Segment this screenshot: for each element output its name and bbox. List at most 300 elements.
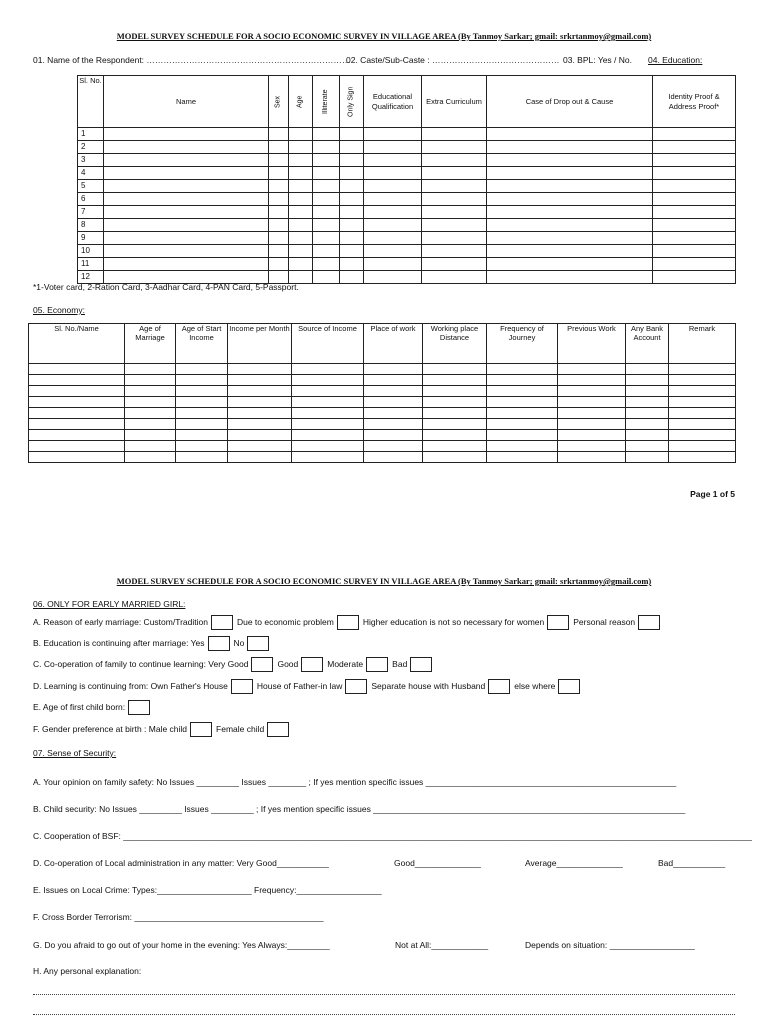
- question-family-safety[interactable]: A. Your opinion on family safety: No Issues _________ Issues ________ ; If yes mention specific issues _____________________________________________________: [33, 777, 677, 787]
- economy-cell[interactable]: [176, 452, 228, 463]
- economy-cell[interactable]: [292, 419, 364, 430]
- education-cell[interactable]: [653, 141, 736, 154]
- label: No: [233, 637, 245, 648]
- education-cell[interactable]: [653, 245, 736, 258]
- col-remark: Remark: [669, 324, 736, 364]
- education-cell[interactable]: [653, 167, 736, 180]
- checkbox-father-in-law[interactable]: [345, 679, 367, 694]
- economy-cell[interactable]: [423, 430, 487, 441]
- education-cell[interactable]: [340, 128, 364, 141]
- economy-cell[interactable]: [176, 419, 228, 430]
- economy-cell[interactable]: [669, 441, 736, 452]
- col-extra-curriculum: Extra Curriculum: [422, 76, 487, 128]
- row-number: 12: [78, 271, 104, 284]
- economy-cell[interactable]: [669, 386, 736, 397]
- education-cell[interactable]: [422, 167, 487, 180]
- education-cell[interactable]: [487, 180, 653, 193]
- economy-cell[interactable]: [669, 452, 736, 463]
- col-sl-name: Sl. No./Name: [29, 324, 125, 364]
- economy-cell[interactable]: [626, 452, 669, 463]
- economy-cell[interactable]: [29, 441, 125, 452]
- education-cell[interactable]: [487, 258, 653, 271]
- economy-cell[interactable]: [228, 397, 292, 408]
- education-cell[interactable]: [269, 141, 289, 154]
- question-local-crime[interactable]: E. Issues on Local Crime: Types:____________________ Frequency:__________________: [33, 885, 382, 895]
- economy-cell[interactable]: [292, 441, 364, 452]
- education-cell[interactable]: [653, 193, 736, 206]
- education-cell[interactable]: [269, 219, 289, 232]
- row-number: 6: [78, 193, 104, 206]
- education-row: [78, 258, 736, 271]
- education-cell[interactable]: [289, 206, 313, 219]
- education-cell[interactable]: [104, 128, 269, 141]
- economy-cell[interactable]: [669, 375, 736, 386]
- education-row: [78, 180, 736, 193]
- education-cell[interactable]: [422, 154, 487, 167]
- education-cell[interactable]: [340, 219, 364, 232]
- economy-cell[interactable]: [125, 408, 176, 419]
- col-dropout-cause: Case of Drop out & Cause: [487, 76, 653, 128]
- page1-title: MODEL SURVEY SCHEDULE FOR A SOCIO ECONOMIC SURVEY IN VILLAGE AREA (By Tanmoy Sarkar; gmail: srkrtanmoy@gmail.com): [116, 31, 652, 41]
- admin-average[interactable]: Average______________: [525, 858, 623, 868]
- economy-cell[interactable]: [125, 452, 176, 463]
- education-cell[interactable]: [340, 232, 364, 245]
- economy-cell[interactable]: [364, 386, 423, 397]
- economy-heading: 05. Economy:: [33, 305, 85, 315]
- education-cell[interactable]: [364, 232, 422, 245]
- row-number: 7: [78, 206, 104, 219]
- row-number: 2: [78, 141, 104, 154]
- economy-cell[interactable]: [228, 386, 292, 397]
- education-cell[interactable]: [364, 180, 422, 193]
- economy-cell[interactable]: [176, 430, 228, 441]
- education-cell[interactable]: [104, 167, 269, 180]
- admin-bad[interactable]: Bad___________: [658, 858, 726, 868]
- economy-cell[interactable]: [558, 397, 626, 408]
- economy-cell[interactable]: [364, 441, 423, 452]
- economy-cell[interactable]: [487, 386, 558, 397]
- economy-cell[interactable]: [487, 364, 558, 375]
- economy-cell[interactable]: [29, 364, 125, 375]
- education-cell[interactable]: [487, 232, 653, 245]
- checkbox-higher-edu[interactable]: [547, 615, 569, 630]
- economy-cell[interactable]: [125, 386, 176, 397]
- education-cell[interactable]: [340, 271, 364, 284]
- economy-cell[interactable]: [364, 408, 423, 419]
- education-cell[interactable]: [422, 219, 487, 232]
- page2-title: MODEL SURVEY SCHEDULE FOR A SOCIO ECONOMIC SURVEY IN VILLAGE AREA (By Tanmoy Sarkar; gmail: srkrtanmoy@gmail.com): [116, 576, 652, 586]
- education-cell[interactable]: [364, 141, 422, 154]
- education-row: [78, 167, 736, 180]
- education-cell[interactable]: [289, 245, 313, 258]
- economy-cell[interactable]: [423, 397, 487, 408]
- economy-cell[interactable]: [558, 364, 626, 375]
- economy-cell[interactable]: [669, 408, 736, 419]
- education-cell[interactable]: [104, 193, 269, 206]
- education-row: [78, 141, 736, 154]
- economy-cell[interactable]: [125, 364, 176, 375]
- education-cell[interactable]: [653, 258, 736, 271]
- economy-cell[interactable]: [626, 364, 669, 375]
- economy-cell[interactable]: [125, 430, 176, 441]
- economy-cell[interactable]: [125, 441, 176, 452]
- economy-row: [29, 364, 736, 375]
- education-cell[interactable]: [340, 180, 364, 193]
- education-cell[interactable]: [104, 180, 269, 193]
- education-cell[interactable]: [289, 154, 313, 167]
- economy-row: [29, 386, 736, 397]
- economy-cell[interactable]: [626, 397, 669, 408]
- economy-cell[interactable]: [669, 397, 736, 408]
- economy-cell[interactable]: [487, 397, 558, 408]
- checkbox-own-father[interactable]: [231, 679, 253, 694]
- economy-cell[interactable]: [228, 419, 292, 430]
- col-bank-account: Any Bank Account: [626, 324, 669, 364]
- economy-cell[interactable]: [558, 386, 626, 397]
- label: Moderate: [327, 658, 364, 669]
- row-number: 1: [78, 128, 104, 141]
- row-number: 5: [78, 180, 104, 193]
- education-cell[interactable]: [313, 180, 340, 193]
- section-07-heading: 07. Sense of Security:: [33, 748, 117, 758]
- economy-cell[interactable]: [292, 452, 364, 463]
- education-cell[interactable]: [364, 167, 422, 180]
- education-cell[interactable]: [422, 206, 487, 219]
- question-local-admin[interactable]: [33, 858, 329, 868]
- education-cell[interactable]: [487, 154, 653, 167]
- education-cell[interactable]: [289, 193, 313, 206]
- economy-cell[interactable]: [364, 364, 423, 375]
- economy-cell[interactable]: [423, 386, 487, 397]
- economy-cell[interactable]: [228, 364, 292, 375]
- education-cell[interactable]: [340, 141, 364, 154]
- question-cross-border[interactable]: F. Cross Border Terrorism: ________________________________________: [33, 912, 324, 922]
- fear-not-at-all[interactable]: Not at All:____________: [395, 940, 489, 950]
- education-cell[interactable]: [487, 193, 653, 206]
- checkbox-no[interactable]: [247, 636, 269, 651]
- education-cell[interactable]: [653, 180, 736, 193]
- education-cell[interactable]: [364, 128, 422, 141]
- economy-cell[interactable]: [292, 430, 364, 441]
- education-cell[interactable]: [487, 271, 653, 284]
- label: C. Co-operation of family to continue learning: Very Good: [33, 658, 249, 669]
- col-age-marriage: Age of Marriage: [125, 324, 176, 364]
- economy-cell[interactable]: [292, 397, 364, 408]
- economy-cell[interactable]: [558, 441, 626, 452]
- page-number: Page 1 of 5: [690, 489, 735, 499]
- education-cell[interactable]: [653, 271, 736, 284]
- economy-cell[interactable]: [228, 430, 292, 441]
- education-cell[interactable]: [364, 258, 422, 271]
- label: Good: [277, 658, 299, 669]
- checkbox-elsewhere[interactable]: [558, 679, 580, 694]
- education-cell[interactable]: [364, 193, 422, 206]
- col-working-distance: Working place Distance: [423, 324, 487, 364]
- col-frequency-journey: Frequency of Journey: [487, 324, 558, 364]
- education-cell[interactable]: [104, 258, 269, 271]
- input-first-child-age[interactable]: [128, 700, 150, 715]
- economy-cell[interactable]: [176, 397, 228, 408]
- admin-good[interactable]: Good______________: [394, 858, 481, 868]
- education-cell[interactable]: [289, 167, 313, 180]
- education-row: [78, 245, 736, 258]
- education-cell[interactable]: [340, 206, 364, 219]
- col-source-income: Source of Income: [292, 324, 364, 364]
- checkbox-bad[interactable]: [410, 657, 432, 672]
- education-cell[interactable]: [340, 167, 364, 180]
- education-cell[interactable]: [653, 154, 736, 167]
- question-d-learning: [33, 679, 584, 694]
- col-age: Age: [289, 76, 313, 128]
- economy-cell[interactable]: [29, 375, 125, 386]
- checkbox-economic[interactable]: [337, 615, 359, 630]
- question-bsf-cooperation[interactable]: C. Cooperation of BSF: _____________________________________________________________________________________________________________________________________: [33, 831, 752, 841]
- education-cell[interactable]: [653, 232, 736, 245]
- education-cell[interactable]: [289, 219, 313, 232]
- education-cell[interactable]: [269, 154, 289, 167]
- education-cell[interactable]: [313, 245, 340, 258]
- education-cell[interactable]: [364, 219, 422, 232]
- economy-cell[interactable]: [558, 419, 626, 430]
- col-name: Name: [104, 76, 269, 128]
- education-cell[interactable]: [364, 154, 422, 167]
- education-cell[interactable]: [364, 271, 422, 284]
- education-cell[interactable]: [422, 180, 487, 193]
- economy-cell[interactable]: [29, 386, 125, 397]
- question-c-cooperation: [33, 657, 436, 672]
- education-cell[interactable]: [313, 219, 340, 232]
- economy-cell[interactable]: [423, 419, 487, 430]
- education-cell[interactable]: [269, 180, 289, 193]
- row-number: 4: [78, 167, 104, 180]
- economy-cell[interactable]: [669, 364, 736, 375]
- education-cell[interactable]: [313, 167, 340, 180]
- education-cell[interactable]: [313, 193, 340, 206]
- checkbox-personal[interactable]: [638, 615, 660, 630]
- section-06-heading: 06. ONLY FOR EARLY MARRIED GIRL:: [33, 599, 186, 609]
- economy-cell[interactable]: [558, 430, 626, 441]
- education-cell[interactable]: [422, 258, 487, 271]
- education-cell[interactable]: [269, 258, 289, 271]
- education-cell[interactable]: [104, 154, 269, 167]
- economy-cell[interactable]: [558, 375, 626, 386]
- economy-row: [29, 441, 736, 452]
- education-cell[interactable]: [340, 154, 364, 167]
- education-cell[interactable]: [487, 167, 653, 180]
- economy-cell[interactable]: [292, 364, 364, 375]
- economy-cell[interactable]: [364, 430, 423, 441]
- economy-cell[interactable]: [364, 452, 423, 463]
- economy-cell[interactable]: [125, 419, 176, 430]
- economy-cell[interactable]: [364, 419, 423, 430]
- economy-cell[interactable]: [176, 364, 228, 375]
- economy-cell[interactable]: [558, 452, 626, 463]
- checkbox-yes[interactable]: [208, 636, 230, 651]
- economy-cell[interactable]: [626, 430, 669, 441]
- economy-cell[interactable]: [125, 397, 176, 408]
- economy-cell[interactable]: [487, 375, 558, 386]
- economy-cell[interactable]: [669, 430, 736, 441]
- economy-cell[interactable]: [125, 375, 176, 386]
- education-cell[interactable]: [422, 193, 487, 206]
- economy-cell[interactable]: [29, 419, 125, 430]
- education-cell[interactable]: [269, 206, 289, 219]
- economy-cell[interactable]: [29, 408, 125, 419]
- education-cell[interactable]: [104, 232, 269, 245]
- education-cell[interactable]: [104, 219, 269, 232]
- row-number: 11: [78, 258, 104, 271]
- education-cell[interactable]: [269, 232, 289, 245]
- economy-cell[interactable]: [423, 452, 487, 463]
- checkbox-very-good[interactable]: [251, 657, 273, 672]
- education-cell[interactable]: [313, 232, 340, 245]
- education-cell[interactable]: [313, 141, 340, 154]
- economy-cell[interactable]: [669, 419, 736, 430]
- education-cell[interactable]: [269, 193, 289, 206]
- label: Separate house with Husband: [371, 680, 486, 691]
- education-cell[interactable]: [289, 128, 313, 141]
- education-cell[interactable]: [269, 167, 289, 180]
- question-e-first-child: [33, 700, 154, 715]
- education-cell[interactable]: [313, 128, 340, 141]
- education-cell[interactable]: [422, 128, 487, 141]
- education-cell[interactable]: [422, 232, 487, 245]
- economy-cell[interactable]: [626, 375, 669, 386]
- economy-cell[interactable]: [292, 408, 364, 419]
- label: E. Age of first child born:: [33, 701, 126, 712]
- education-cell[interactable]: [104, 141, 269, 154]
- economy-cell[interactable]: [292, 386, 364, 397]
- economy-cell[interactable]: [228, 408, 292, 419]
- education-cell[interactable]: [487, 128, 653, 141]
- education-cell[interactable]: [422, 141, 487, 154]
- col-educational-qualification: Educational Qualification: [364, 76, 422, 128]
- label: House of Father-in law: [256, 680, 343, 691]
- education-row: [78, 154, 736, 167]
- explanation-line[interactable]: [33, 994, 735, 995]
- economy-cell[interactable]: [228, 452, 292, 463]
- economy-cell[interactable]: [626, 386, 669, 397]
- education-cell[interactable]: [313, 258, 340, 271]
- checkbox-custom[interactable]: [211, 615, 233, 630]
- label: A. Reason of early marriage: Custom/Tradition: [33, 616, 208, 627]
- education-cell[interactable]: [313, 206, 340, 219]
- label: Female child: [216, 723, 265, 734]
- education-cell[interactable]: [653, 206, 736, 219]
- education-cell[interactable]: [289, 141, 313, 154]
- economy-cell[interactable]: [29, 397, 125, 408]
- education-row: [78, 128, 736, 141]
- col-age-start-income: Age of Start Income: [176, 324, 228, 364]
- education-heading: 04. Education:: [648, 55, 703, 65]
- economy-cell[interactable]: [423, 364, 487, 375]
- education-cell[interactable]: [422, 245, 487, 258]
- label: Higher education is not so necessary for women: [362, 616, 545, 627]
- economy-cell[interactable]: [176, 408, 228, 419]
- education-cell[interactable]: [313, 271, 340, 284]
- col-sl-no: Sl. No.: [78, 76, 104, 128]
- education-row: [78, 219, 736, 232]
- education-cell[interactable]: [487, 141, 653, 154]
- education-cell[interactable]: [289, 232, 313, 245]
- economy-cell[interactable]: [558, 408, 626, 419]
- question-b-education: [33, 636, 273, 651]
- economy-cell[interactable]: [626, 419, 669, 430]
- education-cell[interactable]: [422, 271, 487, 284]
- education-cell[interactable]: [487, 206, 653, 219]
- economy-cell[interactable]: [364, 397, 423, 408]
- economy-cell[interactable]: [228, 441, 292, 452]
- economy-cell[interactable]: [29, 452, 125, 463]
- education-cell[interactable]: [340, 245, 364, 258]
- economy-cell[interactable]: [487, 441, 558, 452]
- economy-cell[interactable]: [292, 375, 364, 386]
- economy-cell[interactable]: [487, 408, 558, 419]
- economy-cell[interactable]: [487, 430, 558, 441]
- education-cell[interactable]: [104, 245, 269, 258]
- economy-cell[interactable]: [176, 441, 228, 452]
- economy-row: [29, 430, 736, 441]
- education-cell[interactable]: [487, 219, 653, 232]
- fear-depends[interactable]: Depends on situation: __________________: [525, 940, 695, 950]
- question-evening-fear[interactable]: G. Do you afraid to go out of your home in the evening: Yes Always:_________: [33, 940, 330, 950]
- economy-row: [29, 452, 736, 463]
- economy-cell[interactable]: [29, 430, 125, 441]
- education-cell[interactable]: [289, 258, 313, 271]
- education-cell[interactable]: [269, 245, 289, 258]
- education-cell[interactable]: [653, 128, 736, 141]
- checkbox-good[interactable]: [301, 657, 323, 672]
- economy-cell[interactable]: [487, 419, 558, 430]
- education-cell[interactable]: [364, 245, 422, 258]
- economy-cell[interactable]: [487, 452, 558, 463]
- bpl-field[interactable]: 03. BPL: Yes / No.: [563, 55, 632, 65]
- row-number: 3: [78, 154, 104, 167]
- question-f-gender: [33, 722, 293, 737]
- explanation-line[interactable]: [33, 1014, 735, 1015]
- economy-cell[interactable]: [423, 375, 487, 386]
- economy-cell[interactable]: [626, 441, 669, 452]
- economy-cell[interactable]: [626, 408, 669, 419]
- education-cell[interactable]: [340, 258, 364, 271]
- question-child-security[interactable]: B. Child security: No Issues _________ Issues _________ ; If yes mention specific issues __________________________________________________________________: [33, 804, 686, 814]
- education-cell[interactable]: [289, 180, 313, 193]
- economy-row: [29, 375, 736, 386]
- checkbox-moderate[interactable]: [366, 657, 388, 672]
- economy-cell[interactable]: [423, 441, 487, 452]
- checkbox-husband[interactable]: [488, 679, 510, 694]
- checkbox-male[interactable]: [190, 722, 212, 737]
- education-cell[interactable]: [104, 206, 269, 219]
- economy-cell[interactable]: [228, 375, 292, 386]
- education-cell[interactable]: [364, 206, 422, 219]
- economy-row: [29, 397, 736, 408]
- economy-cell[interactable]: [176, 386, 228, 397]
- education-cell[interactable]: [487, 245, 653, 258]
- economy-cell[interactable]: [423, 408, 487, 419]
- education-cell[interactable]: [340, 193, 364, 206]
- checkbox-female[interactable]: [267, 722, 289, 737]
- caste-field[interactable]: 02. Caste/Sub-Caste : ………………………………………: [346, 55, 560, 65]
- economy-cell[interactable]: [176, 375, 228, 386]
- col-previous-work: Previous Work: [558, 324, 626, 364]
- education-cell[interactable]: [653, 219, 736, 232]
- economy-cell[interactable]: [364, 375, 423, 386]
- education-cell[interactable]: [313, 154, 340, 167]
- education-cell[interactable]: [269, 128, 289, 141]
- economy-row: [29, 419, 736, 430]
- respondent-name-field[interactable]: 01. Name of the Respondent: ………………………………………………………………: [33, 55, 351, 65]
